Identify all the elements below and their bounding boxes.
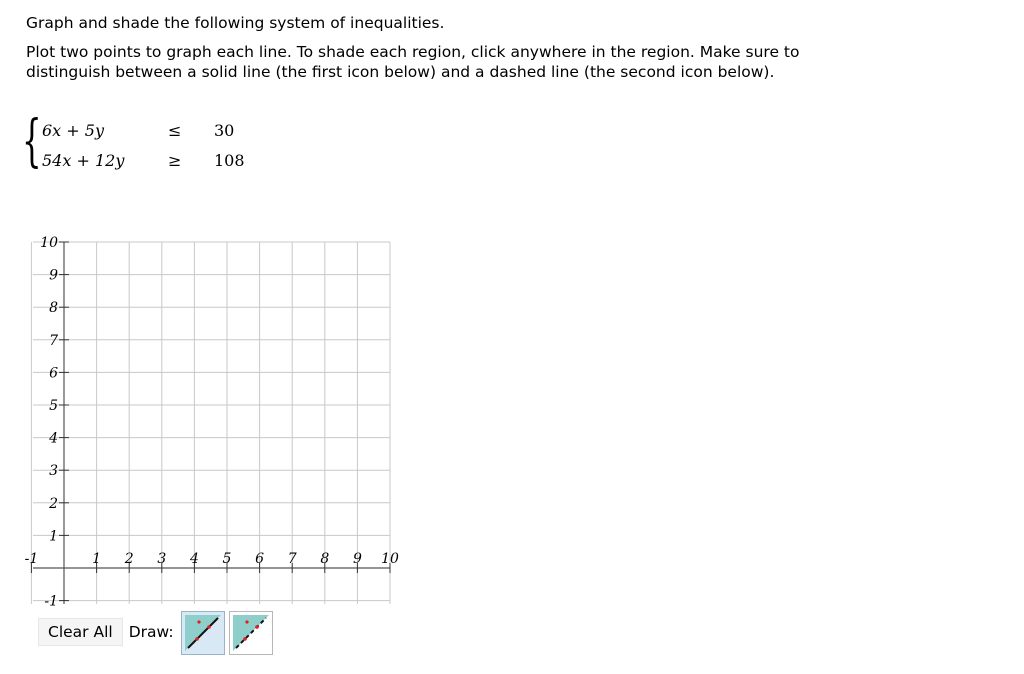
draw-label: Draw: <box>128 623 174 641</box>
system-brace: { <box>22 109 42 174</box>
question-instructions: Plot two points to graph each line. To shade each region, click anywhere in the region. Make sure to distinguish between a solid line (the first icon below) and a dashed line (the second icon below). <box>26 43 800 81</box>
axes <box>31 242 390 604</box>
inequality-rhs: 108 <box>214 151 245 170</box>
x-tick-label: 2 <box>124 551 134 567</box>
y-tick-label: 1 <box>49 528 58 545</box>
solid-line-tool-button[interactable] <box>181 611 225 655</box>
tick-labels <box>25 235 399 610</box>
y-tick-label: 8 <box>49 300 58 317</box>
x-tick-label: 10 <box>381 551 399 567</box>
x-tick-label: -1 <box>24 551 39 567</box>
dashed-line-tool-button[interactable] <box>229 611 273 655</box>
y-tick-label: -1 <box>44 593 58 610</box>
x-tick-label: 7 <box>287 551 297 567</box>
y-tick-label: 7 <box>49 332 58 349</box>
y-tick-label: 10 <box>40 235 58 251</box>
y-tick-label: 4 <box>49 430 58 447</box>
graph-canvas[interactable] <box>24 232 399 612</box>
y-tick-label: 9 <box>49 267 58 284</box>
y-tick-label: 2 <box>49 495 58 512</box>
inequality-rhs: 30 <box>214 121 235 140</box>
inequality-lhs: 54x + 12y <box>42 151 125 170</box>
x-tick-label: 1 <box>92 551 102 567</box>
x-tick-label: 3 <box>157 551 167 567</box>
inequality-lhs: 6x + 5y <box>42 121 104 140</box>
x-tick-label: 6 <box>255 551 265 567</box>
inequality-system <box>22 109 262 178</box>
question-title: Graph and shade the following system of inequalities. <box>26 14 445 32</box>
y-tick-label: 6 <box>49 365 58 382</box>
dashed-line-icon <box>233 615 269 651</box>
inequality-operator: ≤ <box>168 121 182 140</box>
y-tick-label: 3 <box>49 463 58 480</box>
grid <box>31 242 390 604</box>
solid-line-icon <box>185 615 221 651</box>
x-tick-label: 5 <box>222 551 232 567</box>
x-tick-label: 8 <box>320 551 330 567</box>
x-tick-label: 9 <box>352 551 362 567</box>
y-tick-label: 5 <box>49 398 58 414</box>
graph-toolbar <box>38 618 174 646</box>
clear-all-button[interactable]: Clear All <box>38 618 123 646</box>
x-tick-label: 4 <box>189 551 199 567</box>
inequality-operator: ≥ <box>168 151 182 170</box>
